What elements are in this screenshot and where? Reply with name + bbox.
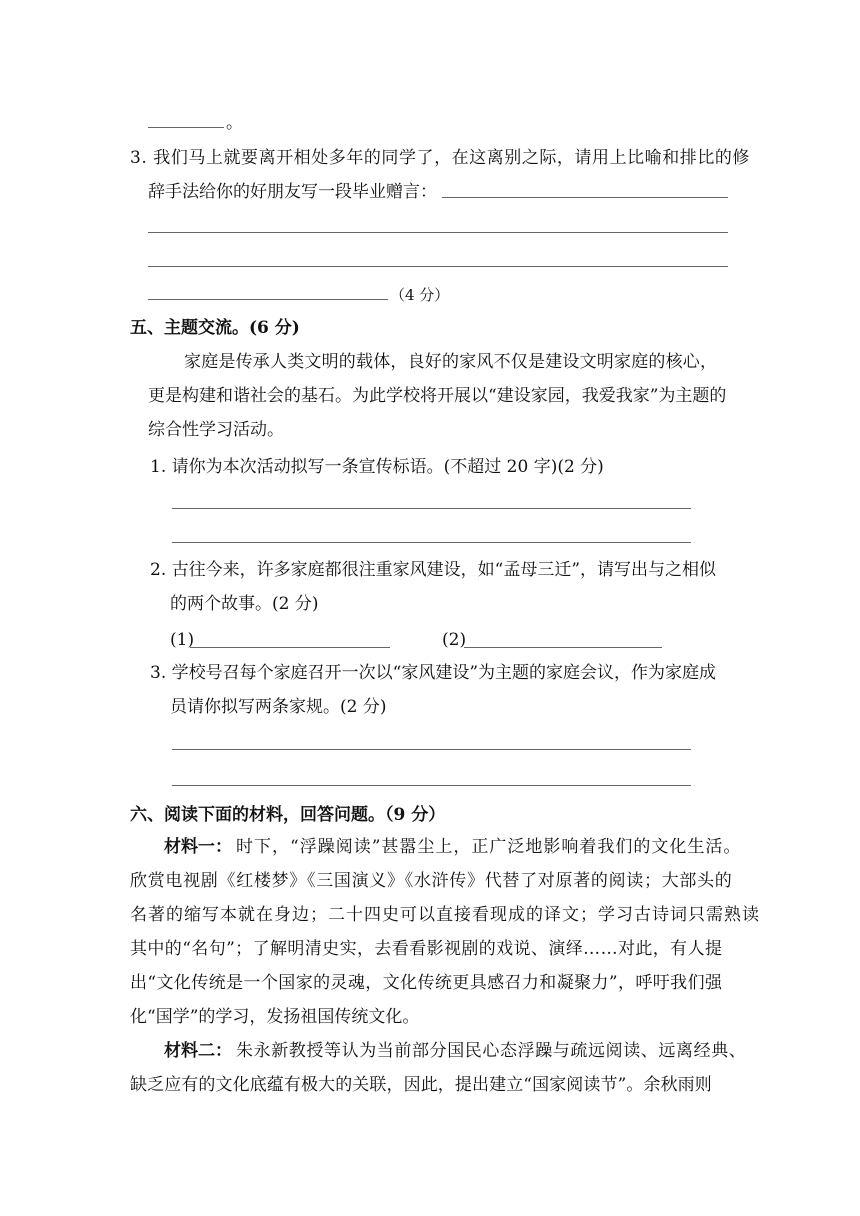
answer-line[interactable] xyxy=(148,299,388,300)
question-1-text: 1. 请你为本次活动拟写一条宣传标语。(不超过 20 字)(2 分) xyxy=(150,457,604,477)
answer-blank[interactable] xyxy=(148,127,224,128)
section-5-heading: 五、主题交流。(6 分) xyxy=(130,318,300,338)
intro-line-2: 更是构建和谐社会的基石。为此学校将开展以“建设家园，我爱我家”为主题的 xyxy=(148,386,727,406)
blank-2-label: (2) xyxy=(442,630,467,650)
section-6-heading: 六、阅读下面的材料，回答问题。（9 分） xyxy=(130,805,446,825)
material-2-line: 朱永新教授等认为当前部分国民心态浮躁与疏远阅读、远离经典、 xyxy=(236,1041,747,1061)
intro-line-1: 家庭是传承人类文明的载体，良好的家风不仅是建设文明家庭的核心， xyxy=(184,352,718,372)
score-label: （4 分） xyxy=(390,286,450,304)
material-1-line: 欣赏电视剧《红楼梦》《三国演义》《水浒传》代替了对原著的阅读；大部头的 xyxy=(130,871,733,891)
question-2-line-2: 的两个故事。(2 分) xyxy=(170,594,319,614)
answer-line[interactable] xyxy=(148,266,728,267)
answer-line[interactable] xyxy=(172,785,691,786)
question-3-line-1: 3. 我们马上就要离开相处多年的同学了，在这离别之际，请用上比喻和排比的修 xyxy=(130,148,750,168)
answer-line[interactable] xyxy=(442,197,728,198)
question-3-line-1: 3. 学校号召每个家庭召开一次以“家风建设”为主题的家庭会议，作为家庭成 xyxy=(150,663,717,683)
answer-blank-1[interactable] xyxy=(190,647,390,648)
material-1-line: 其中的“名句”；了解明清史实，去看看影视剧的戏说、演绎……对此，有人提 xyxy=(130,939,723,959)
end-mark: 。 xyxy=(226,113,243,133)
intro-line-3: 综合性学习活动。 xyxy=(148,420,284,440)
material-1-line: 出“文化传统是一个国家的灵魂，文化传统更具感召力和凝聚力”，呼吁我们强 xyxy=(130,973,723,993)
question-2-line-1: 2. 古往今来，许多家庭都很注重家风建设，如“孟母三迁”，请写出与之相似 xyxy=(150,560,717,580)
material-2-line: 缺乏应有的文化底蕴有极大的关联，因此，提出建立“国家阅读节”。余秋雨则 xyxy=(130,1075,712,1095)
answer-blank-2[interactable] xyxy=(464,647,662,648)
material-1-line: 化“国学”的学习，发扬祖国传统文化。 xyxy=(130,1007,420,1027)
question-3-line-2: 辞手法给你的好朋友写一段毕业赠言： xyxy=(148,182,437,202)
answer-line[interactable] xyxy=(172,508,691,509)
question-3-line-2: 员请你拟写两条家规。(2 分) xyxy=(170,697,387,717)
answer-line[interactable] xyxy=(172,749,691,750)
material-1-label: 材料一： xyxy=(164,837,232,857)
material-2-label: 材料二： xyxy=(164,1041,232,1061)
material-1-line: 时下，“浮躁阅读”甚嚣尘上，正广泛地影响着我们的文化生活。 xyxy=(236,837,742,857)
answer-line[interactable] xyxy=(172,542,691,543)
blank-1-label: (1) xyxy=(170,630,195,650)
material-1-line: 名著的缩写本就在身边；二十四史可以直接看现成的译文；学习古诗词只需熟读 xyxy=(130,905,760,925)
answer-line[interactable] xyxy=(148,232,728,233)
